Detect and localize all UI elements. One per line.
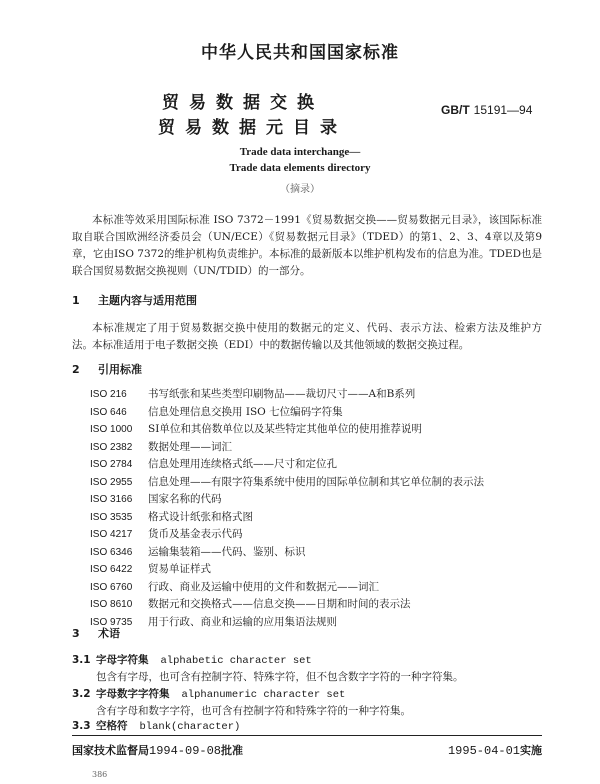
reference-title: 书写纸张和某些类型印刷物品——裁切尺寸——A和B系列 (148, 388, 416, 400)
reference-title: 数据元和交换格式——信息交换——日期和时间的表示法 (148, 598, 411, 610)
term-chinese: 空格符 (96, 720, 128, 732)
section3-number: 3 (72, 627, 80, 640)
page-number: 386 (92, 770, 108, 779)
reference-code: ISO 3535 (90, 511, 133, 523)
document-title-line1: 贸易数据交换 (162, 93, 324, 113)
reference-code: ISO 8610 (90, 599, 133, 610)
reference-code: ISO 6346 (90, 546, 133, 558)
implementation-line (448, 742, 542, 758)
standard-number (441, 103, 532, 117)
reference-code: ISO 6760 (90, 581, 133, 593)
reference-item (90, 544, 484, 562)
reference-item (90, 579, 484, 597)
approval-line (72, 742, 243, 758)
term-number: 3.3 (72, 720, 91, 732)
reference-list (90, 386, 484, 631)
reference-code: ISO 6422 (90, 564, 133, 575)
term-english: alphanumeric character set (181, 689, 346, 701)
section2-number: 2 (72, 363, 80, 376)
reference-item (90, 456, 484, 474)
reference-item (90, 439, 484, 457)
reference-title: 贸易单证样式 (148, 563, 211, 575)
reference-item (90, 509, 484, 527)
section3-title: 术语 (98, 627, 120, 640)
term-english: blank(character) (139, 721, 241, 733)
reference-item (90, 526, 484, 544)
term-definition: 含有字母和数字字符，也可含有控制字符和特殊字符的一种字符集。 (96, 705, 411, 717)
term-definition: 包含有字母，也可含有控制字符、特殊字符，但不包含数字字符的一种字符集。 (96, 671, 464, 683)
implementation-date: 1995-04-01 (447, 744, 520, 758)
approval-suffix: 批准 (221, 744, 244, 757)
term-number: 3.2 (72, 688, 91, 700)
section2-heading (72, 361, 142, 377)
english-title-line1: Trade data interchange— (239, 146, 361, 158)
reference-title: 用于行政、商业和运输的应用集语法规则 (148, 615, 337, 628)
section3-heading (72, 625, 120, 641)
reference-code: ISO 9735 (90, 616, 133, 628)
section1-title: 主题内容与适用范围 (98, 294, 197, 307)
reference-item (90, 404, 484, 422)
reference-code: ISO 2784 (90, 459, 133, 470)
section1-number: 1 (72, 294, 80, 307)
reference-title: 运输集装箱——代码、鉴别、标识 (148, 545, 306, 558)
country-standard-heading: 中华人民共和国国家标准 (201, 43, 399, 63)
term-chinese: 字母字符集 (96, 654, 149, 666)
standard-prefix: GB/T (441, 103, 470, 117)
term-entry (72, 652, 312, 667)
section1-heading (72, 292, 197, 308)
excerpt-note: （摘录） (280, 184, 320, 195)
reference-item (90, 474, 484, 492)
reference-item (90, 561, 484, 579)
term-number: 3.1 (72, 654, 91, 666)
reference-title: 信息处理信息交换用 ISO 七位编码字符集 (148, 405, 343, 418)
document-title-line2: 贸易数据元目录 (158, 118, 347, 138)
reference-item (90, 491, 484, 509)
intro-paragraph: 本标准等效采用国际标准 ISO 7372－1991《贸易数据交换——贸易数据元目录》，该国际标准取自联合国欧洲经济委员会（UN/ECE）《贸易数据元目录》（TDED）的第1、2、3、4章以及第9章，它由ISO 7372的维护机构负责维护。本标准的最新版本以维护机构发布的信息为准。TDED也是联合国贸易数据交换视则（UN/TDID）的一部分。 (72, 214, 543, 277)
reference-item (90, 614, 484, 632)
reference-title: SI单位和其倍数单位以及某些特定其他单位的使用推荐说明 (148, 423, 422, 435)
reference-title: 国家名称的代码 (148, 493, 222, 505)
reference-title: 信息处理——有限字符集系统中使用的国际单位制和其它单位制的表示法 (148, 475, 484, 488)
section2-title: 引用标准 (98, 363, 142, 376)
approval-date: 1994-09-08 (149, 744, 222, 758)
english-title-line2: Trade data elements directory (229, 162, 371, 174)
standard-code: 15191—94 (473, 103, 533, 117)
issuing-authority: 国家技术监督局 (72, 744, 149, 757)
reference-code: ISO 2955 (90, 476, 133, 488)
reference-code: ISO 1000 (90, 424, 133, 435)
footer-divider (72, 735, 542, 736)
reference-title: 行政、商业及运输中使用的文件和数据元——词汇 (148, 580, 379, 593)
term-english: alphabetic character set (160, 655, 312, 667)
reference-code: ISO 2382 (90, 441, 133, 453)
reference-code: ISO 216 (90, 389, 127, 400)
reference-title: 信息处理用连续格式纸——尺寸和定位孔 (148, 458, 337, 470)
section1-paragraph1: 本标准规定了用于贸易数据交换中使用的数据元的定义、代码、表示方法、检索方法及维护方法。 (72, 322, 542, 351)
reference-title: 格式设计纸张和格式图 (148, 510, 253, 523)
term-chinese: 字母数字字符集 (96, 688, 170, 700)
reference-item (90, 421, 484, 439)
reference-title: 货币及基金表示代码 (148, 528, 243, 540)
term-entry (72, 718, 240, 733)
reference-item (90, 386, 484, 404)
reference-code: ISO 646 (90, 406, 127, 418)
reference-item (90, 596, 484, 614)
reference-title: 数据处理——词汇 (148, 440, 232, 453)
section1-paragraph2: 本标准适用于电子数据交换（EDI）中的数据传输以及其他领域的数据交换过程。 (92, 339, 470, 351)
implementation-suffix: 实施 (520, 744, 542, 757)
term-entry (72, 686, 345, 701)
reference-code: ISO 3166 (90, 494, 133, 505)
reference-code: ISO 4217 (90, 529, 133, 540)
